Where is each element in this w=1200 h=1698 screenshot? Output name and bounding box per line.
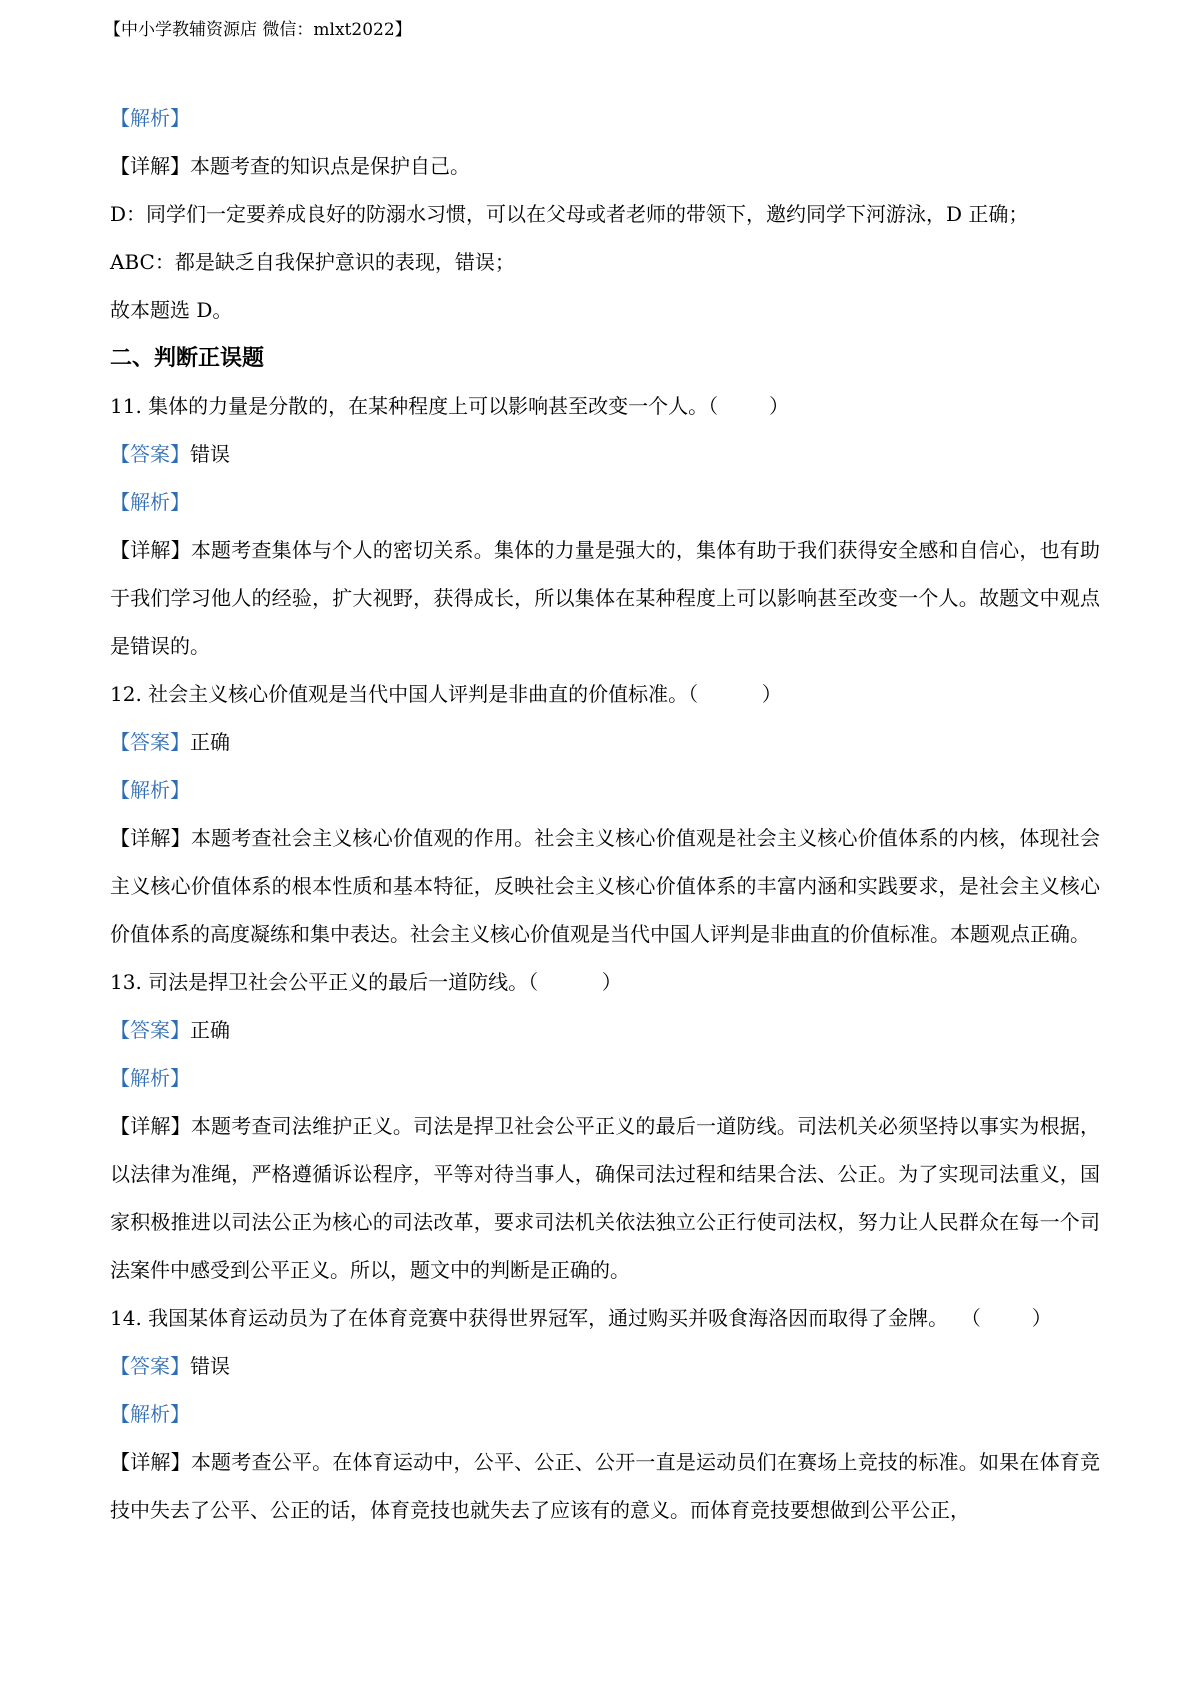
answer-label: 【答案】	[110, 1354, 190, 1378]
q10-option-d: D：同学们一定要养成良好的防溺水习惯，可以在父母或者老师的带领下，邀约同学下河游泳，D 正确；	[110, 202, 1029, 226]
q12-question	[110, 670, 1100, 718]
q14-question	[110, 1294, 1100, 1342]
q11-question	[110, 382, 1100, 430]
q14-analysis-label: 【解析】	[110, 1402, 190, 1426]
q14-detail-text: 本题考查公平。在体育运动中，公平、公正、公开一直是运动员们在赛场上竞技的标准。如果在体育竞技中失去了公平、公正的话，体育竞技也就失去了应该有的意义。而体育竞技要想做到公平公正，	[110, 1450, 1101, 1522]
answer-label: 【答案】	[110, 1018, 190, 1042]
q13-analysis-label: 【解析】	[110, 1066, 190, 1090]
q11-analysis-label: 【解析】	[110, 490, 190, 514]
q13-detail-text: 本题考查司法维护正义。司法是捍卫社会公平正义的最后一道防线。司法机关必须坚持以事实为根据，以法律为准绳，严格遵循诉讼程序，平等对待当事人，确保司法过程和结果合法、公正。为了实现司法重义，国家积极推进以司法公正为核心的司法改革，要求司法机关依法独立公正行使司法权，努力让人民群众在每一个司法案件中感受到公平正义。所以，题文中的判断是正确的。	[110, 1114, 1101, 1282]
detail-label: 【详解】	[110, 154, 190, 178]
q14-question-text: 14. 我国某体育运动员为了在体育竞赛中获得世界冠军，通过购买并吸食海洛因而取得了金牌。	[110, 1306, 949, 1330]
q11-answer	[110, 430, 1100, 478]
q12-answer-value: 正确	[190, 730, 230, 754]
q12-analysis-label: 【解析】	[110, 778, 190, 802]
q14-answer	[110, 1342, 1100, 1390]
q11-detail	[110, 526, 1100, 670]
q13-question	[110, 958, 1100, 1006]
detail-label: 【详解】	[110, 538, 191, 562]
q10-conclusion: 故本题选 D。	[110, 298, 233, 322]
detail-label: 【详解】	[110, 1450, 191, 1474]
q11-answer-blank: ）	[718, 394, 790, 418]
document-body	[110, 94, 1100, 1534]
q10-detail-text: 本题考查的知识点是保护自己。	[190, 154, 470, 178]
q12-answer	[110, 718, 1100, 766]
detail-label: 【详解】	[110, 1114, 191, 1138]
q13-detail	[110, 1102, 1100, 1294]
q12-detail	[110, 814, 1100, 958]
q12-question-text: 12. 社会主义核心价值观是当代中国人评判是非曲直的价值标准。（	[110, 682, 699, 706]
answer-label: 【答案】	[110, 730, 190, 754]
q11-detail-text: 本题考查集体与个人的密切关系。集体的力量是强大的，集体有助于我们获得安全感和自信心，也有助于我们学习他人的经验，扩大视野，获得成长，所以集体在某种程度上可以影响甚至改变一个人。故题文中观点是错误的。	[110, 538, 1101, 658]
q12-answer-blank: ）	[698, 682, 782, 706]
answer-label: 【答案】	[110, 442, 190, 466]
q10-detail	[110, 142, 1100, 190]
page-header: 【中小学教辅资源店 微信：mlxt2022】	[104, 20, 412, 40]
q14-answer-value: 错误	[190, 1354, 230, 1378]
q14-detail	[110, 1438, 1100, 1534]
q12-detail-text: 本题考查社会主义核心价值观的作用。社会主义核心价值观是社会主义核心价值体系的内核，体现社会主义核心价值体系的根本性质和基本特征，反映社会主义核心价值体系的丰富内涵和实践要求，是社会主义核心价值体系的高度凝练和集中表达。社会主义核心价值观是当代中国人评判是非曲直的价值标准。本题观点正确。	[110, 826, 1101, 946]
section-title: 二、判断正误题	[110, 345, 265, 371]
q11-answer-value: 错误	[190, 442, 230, 466]
q13-answer-value: 正确	[190, 1018, 230, 1042]
q11-question-text: 11. 集体的力量是分散的，在某种程度上可以影响甚至改变一个人。（	[110, 394, 719, 418]
q13-answer	[110, 1006, 1100, 1054]
q10-analysis-label: 【解析】	[110, 106, 190, 130]
q10-option-abc: ABC：都是缺乏自我保护意识的表现，错误；	[110, 250, 515, 274]
q13-answer-blank: ）	[538, 970, 622, 994]
q14-answer-blank: （ ）	[948, 1306, 1052, 1330]
detail-label: 【详解】	[110, 826, 191, 850]
q13-question-text: 13. 司法是捍卫社会公平正义的最后一道防线。（	[110, 970, 539, 994]
